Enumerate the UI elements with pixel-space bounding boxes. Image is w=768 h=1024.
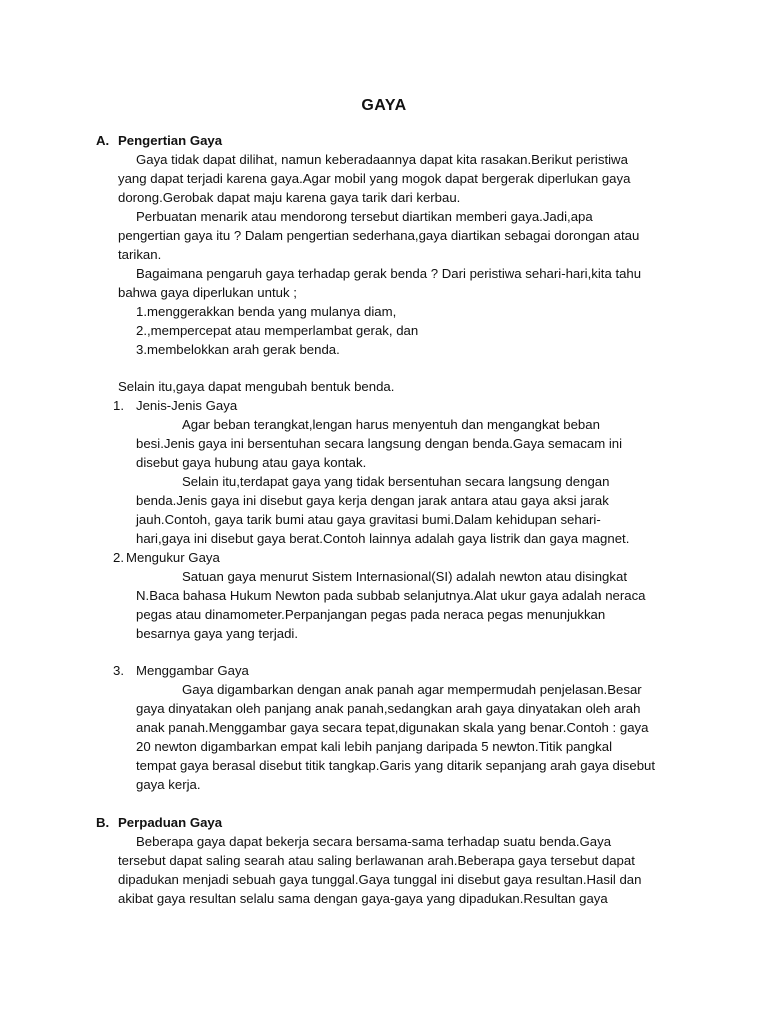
sub1-line: hari,gaya ini disebut gaya berat.Contoh lainnya adalah gaya listrik dan gaya magnet.: [136, 531, 630, 546]
section-a-line: Gaya tidak dapat dilihat, namun keberadaannya dapat kita rasakan.Berikut peristiwa: [136, 152, 628, 167]
section-a-line: yang dapat terjadi karena gaya.Agar mobil yang mogok dapat bergerak diperlukan gaya: [118, 171, 631, 186]
section-a-line: bahwa gaya diperlukan untuk ;: [118, 285, 297, 300]
sub3-line: anak panah.Menggambar gaya secara tepat,digunakan skala yang benar.Contoh : gaya: [136, 720, 649, 735]
section-b-line: tersebut dapat saling searah atau saling berlawanan arah.Beberapa gaya tersebut dapat: [118, 853, 635, 868]
sub2-heading: Mengukur Gaya: [126, 550, 220, 565]
section-a-marker: A.: [96, 133, 110, 148]
sub3-line: tempat gaya berasal disebut titik tangkap.Garis yang ditarik sepanjang arah gaya disebut: [136, 758, 656, 773]
page-title: GAYA: [361, 97, 407, 114]
sub2-line: Satuan gaya menurut Sistem Internasional(SI) adalah newton atau disingkat: [182, 569, 627, 584]
sub2-line: pegas atau dinamometer.Perpanjangan pegas pada neraca pegas menunjukkan: [136, 607, 606, 622]
sub2-line: N.Baca bahasa Hukum Newton pada subbab selanjutnya.Alat ukur gaya adalah neraca: [136, 588, 646, 603]
sub1-line: jauh.Contoh, gaya tarik bumi atau gaya gravitasi bumi.Dalam kehidupan sehari-: [136, 512, 601, 527]
list-item: 3.membelokkan arah gerak benda.: [136, 342, 340, 357]
sub1-line: besi.Jenis gaya ini bersentuhan secara langsung dengan benda.Gaya semacam ini: [136, 436, 623, 451]
section-a-line: dorong.Gerobak dapat maju karena gaya tarik dari kerbau.: [118, 190, 461, 205]
section-b-heading: Perpaduan Gaya: [118, 815, 223, 830]
sub3-line: gaya kerja.: [136, 777, 201, 792]
section-a-heading: Pengertian Gaya: [118, 133, 223, 148]
sub1-line: disebut gaya hubung atau gaya kontak.: [136, 455, 367, 470]
section-a-line: Bagaimana pengaruh gaya terhadap gerak benda ? Dari peristiwa sehari-hari,kita tahu: [136, 266, 642, 281]
sub3-line: 20 newton digambarkan empat kali lebih panjang daripada 5 newton.Titik pangkal: [136, 739, 613, 754]
sub3-line: Gaya digambarkan dengan anak panah agar mempermudah penjelasan.Besar: [182, 682, 642, 697]
sub3-heading: Menggambar Gaya: [136, 663, 249, 678]
section-b-line: dipadukan menjadi sebuah gaya tunggal.Gaya tunggal ini disebut gaya resultan.Hasil dan: [118, 872, 642, 887]
list-item: 1.menggerakkan benda yang mulanya diam,: [136, 304, 397, 319]
sub2-line: besarnya gaya yang terjadi.: [136, 626, 299, 641]
sub1-line: benda.Jenis gaya ini disebut gaya kerja dengan jarak antara atau gaya aksi jarak: [136, 493, 609, 508]
section-a-line: pengertian gaya itu ? Dalam pengertian sederhana,gaya diartikan sebagai dorongan atau: [118, 228, 640, 243]
list-item: 2.,mempercepat atau memperlambat gerak, dan: [136, 323, 419, 338]
sub3-line: gaya dinyatakan oleh panjang anak panah,sedangkan arah gaya dinyatakan oleh arah: [136, 701, 641, 716]
section-b-marker: B.: [96, 815, 110, 830]
sub1-marker: 1.: [113, 398, 124, 413]
sub1-line: Agar beban terangkat,lengan harus menyentuh dan mengangkat beban: [182, 417, 600, 432]
sub1-line: Selain itu,terdapat gaya yang tidak bersentuhan secara langsung dengan: [182, 474, 610, 489]
section-a-line: Perbuatan menarik atau mendorong tersebut diartikan memberi gaya.Jadi,apa: [136, 209, 593, 224]
sub1-heading: Jenis-Jenis Gaya: [136, 398, 238, 413]
sub3-marker: 3.: [113, 663, 124, 678]
section-a-line: Selain itu,gaya dapat mengubah bentuk benda.: [118, 379, 395, 394]
sub2-marker: 2.: [113, 550, 124, 565]
section-b-line: Beberapa gaya dapat bekerja secara bersama-sama terhadap suatu benda.Gaya: [136, 834, 612, 849]
section-b-line: akibat gaya resultan selalu sama dengan gaya-gaya yang dipadukan.Resultan gaya: [118, 891, 608, 906]
section-a-line: tarikan.: [118, 247, 162, 262]
